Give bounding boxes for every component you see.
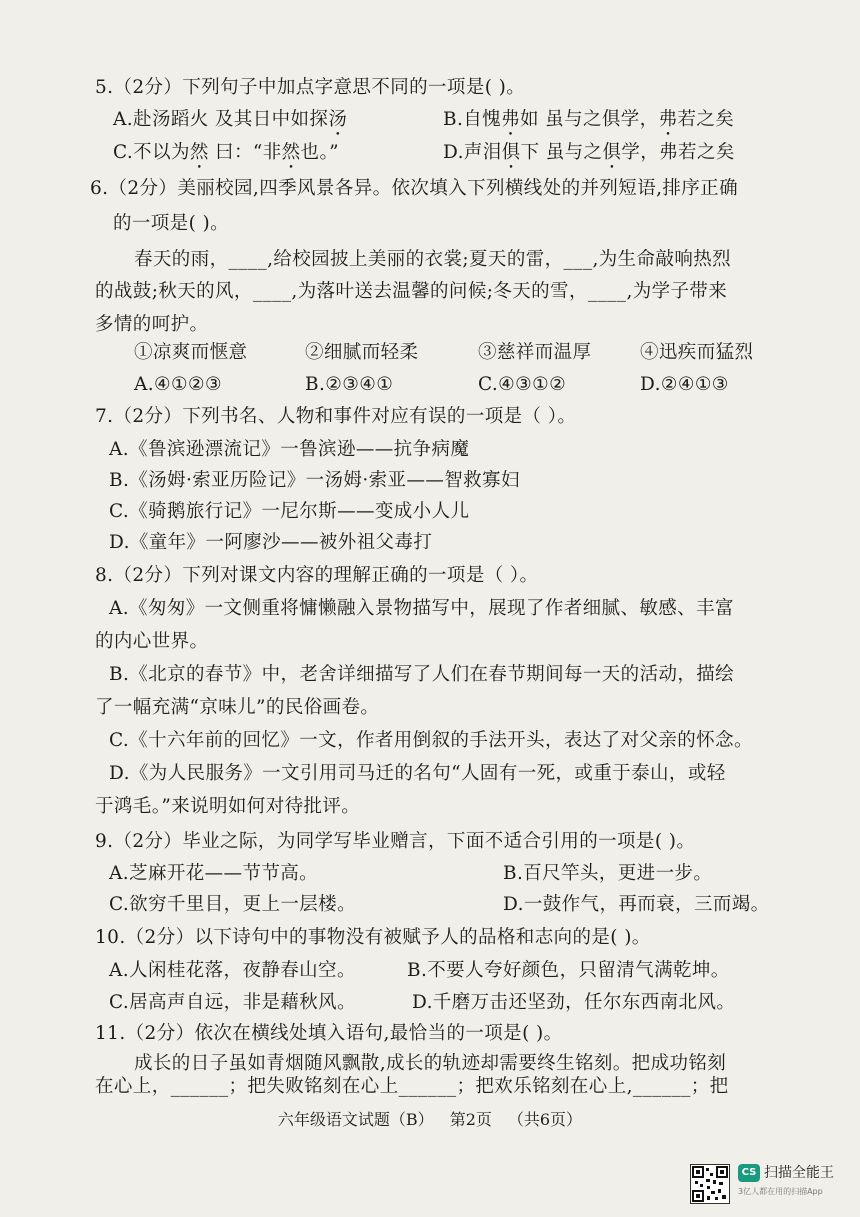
q5-stem: 5.（2分）下列句子中加点字意思不同的一项是( )。 xyxy=(95,77,526,98)
q11-stem: 11.（2分）依次在横线处填入语句,最恰当的一项是( )。 xyxy=(95,1023,563,1044)
q6-stem-line2: 的一项是( )。 xyxy=(113,213,230,234)
q7-option-a: A.《鲁滨逊漂流记》一鲁滨逊——抗争病魔 xyxy=(109,439,470,460)
q6-passage-line1: 春天的雨，____,给校园披上美丽的衣裳;夏天的雷，___,为生命敲响热烈 xyxy=(134,249,732,270)
q9-option-a: A.芝麻开花——节节高。 xyxy=(109,863,319,884)
q6-passage-line2: 的战鼓;秋天的风，____,为落叶送去温馨的问候;冬天的雪，____,为学子带来 xyxy=(95,281,728,302)
q10-option-d: D.千磨万击还坚劲，任尔东西南北风。 xyxy=(412,992,736,1013)
watermark-app-name: 扫描全能王 xyxy=(764,1165,834,1181)
q11-passage-line2: 在心上，______；把失败铭刻在心上______；把欢乐铭刻在心上,______；把 xyxy=(95,1076,729,1097)
scanner-watermark xyxy=(690,1160,860,1217)
q6-phrase-3: ③慈祥而温厚 xyxy=(478,342,592,363)
q7-option-b: B.《汤姆·索亚历险记》一汤姆·索亚——智救寡妇 xyxy=(109,470,520,491)
q6-option-b: B.②③④① xyxy=(305,374,394,395)
q8-option-b-line2: 了一幅充满“京味儿”的民俗画卷。 xyxy=(95,697,380,718)
q10-option-c: C.居高声自远，非是藉秋风。 xyxy=(109,992,356,1013)
q6-option-a: A.④①②③ xyxy=(134,374,222,395)
watermark-slogan: 3亿人都在用的扫描App xyxy=(738,1187,823,1196)
q9-option-b: B.百尺竿头，更进一步。 xyxy=(503,863,713,884)
q7-stem: 7.（2分）下列书名、人物和事件对应有误的一项是（ ）。 xyxy=(95,406,577,427)
q9-stem: 9.（2分）毕业之际，为同学写毕业赠言，下面不适合引用的一项是( )。 xyxy=(95,831,696,852)
q5-option-d: D.声泪俱下 虽与之俱学，弗若之矣 xyxy=(443,142,735,163)
footer-exam-title: 六年级语文试题（B） xyxy=(277,1110,434,1129)
q11-passage-line1: 成长的日子虽如青烟随风飘散,成长的轨迹却需要终生铭刻。把成功铭刻 xyxy=(134,1053,727,1074)
q8-option-d-line2: 于鸿毛。”来说明如何对待批评。 xyxy=(95,796,361,817)
page-footer xyxy=(0,1110,860,1130)
footer-total-pages: （共6页） xyxy=(507,1110,583,1129)
q6-option-c: C.④③①② xyxy=(478,374,567,395)
q9-option-d: D.一鼓作气，再而衰，三而竭。 xyxy=(503,894,770,915)
q9-option-c: C.欲穷千里目，更上一层楼。 xyxy=(109,894,356,915)
q7-option-d: D.《童年》一阿廖沙——被外祖父毒打 xyxy=(109,532,433,553)
q8-option-d-line1: D.《为人民服务》一文引用司马迁的名句“人固有一死，或重于泰山，或轻 xyxy=(109,763,726,784)
camscanner-logo-icon: CS xyxy=(738,1164,760,1182)
q10-option-a: A.人闲桂花落，夜静春山空。 xyxy=(109,960,356,981)
q5-option-b: B.自愧弗如 虽与之俱学，弗若之矣 xyxy=(443,109,735,130)
q6-stem-line1: 6.（2分）美丽校园,四季风景各异。依次填入下列横线处的并列短语,排序正确 xyxy=(90,178,738,199)
qr-code-icon xyxy=(690,1164,730,1204)
q10-option-b: B.不要人夸好颜色，只留清气满乾坤。 xyxy=(407,960,730,981)
q8-option-a-line2: 的内心世界。 xyxy=(95,631,209,652)
q8-option-c: C.《十六年前的回忆》一文，作者用倒叙的手法开头，表达了对父亲的怀念。 xyxy=(109,730,753,751)
q10-stem: 10.（2分）以下诗句中的事物没有被赋予人的品格和志向的是( )。 xyxy=(95,927,651,948)
q7-option-c: C.《骑鹅旅行记》一尼尔斯——变成小人儿 xyxy=(109,501,470,522)
q6-passage-line3: 多情的呵护。 xyxy=(95,314,209,335)
q8-option-a-line1: A.《匆匆》一文侧重将慵懒融入景物描写中，展现了作者细腻、敏感、丰富 xyxy=(109,598,734,619)
footer-page-number: 第2页 xyxy=(449,1110,492,1129)
q6-phrase-1: ①凉爽而惬意 xyxy=(134,342,248,363)
q8-option-b-line1: B.《北京的春节》中，老舍详细描写了人们在春节期间每一天的活动，描绘 xyxy=(109,664,735,685)
q8-stem: 8.（2分）下列对课文内容的理解正确的一项是（ ）。 xyxy=(95,565,539,586)
q6-phrase-4: ④迅疾而猛烈 xyxy=(640,342,754,363)
q6-phrase-2: ②细腻而轻柔 xyxy=(305,342,419,363)
q6-option-d: D.②④①③ xyxy=(640,374,729,395)
q5-option-a: A.赴汤蹈火 及其日中如探汤 xyxy=(113,109,348,130)
q5-option-c: C.不以为然 曰：“非然也。” xyxy=(113,142,339,163)
